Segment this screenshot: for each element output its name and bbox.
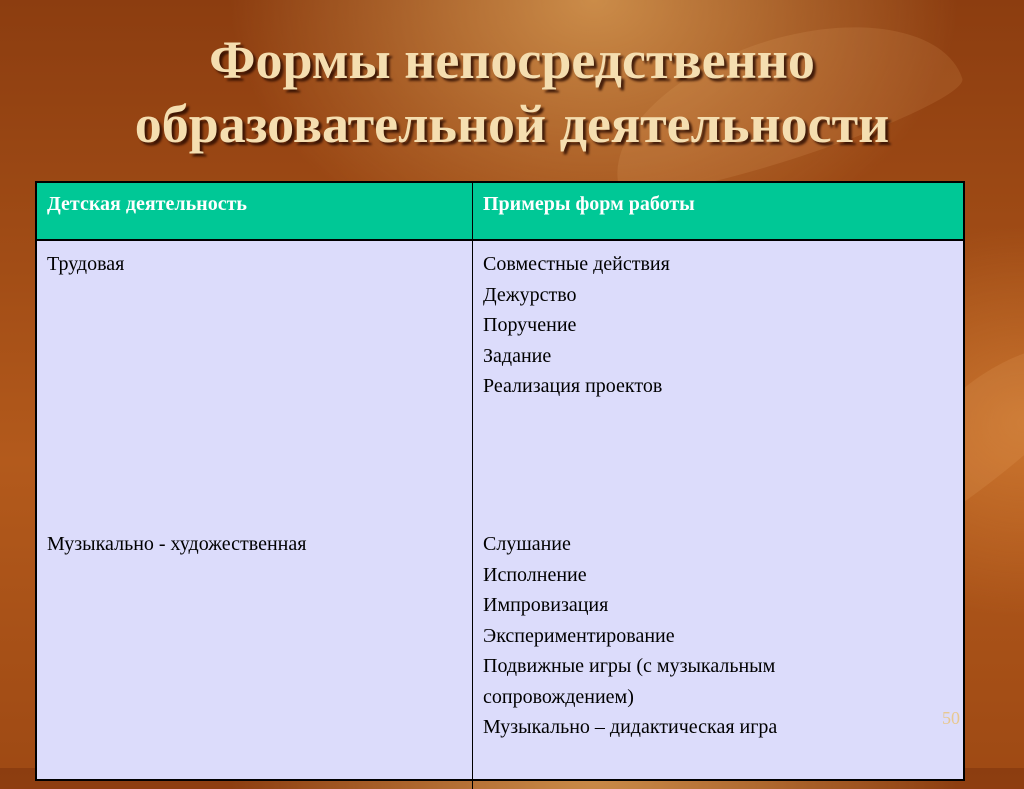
example-item: Задание <box>483 344 552 367</box>
title-line-2: образовательной деятельности <box>134 94 890 154</box>
header-activity: Детская деятельность <box>37 183 473 240</box>
table-row <box>37 517 963 789</box>
activity-cell <box>37 240 473 517</box>
example-item: Совместные действия <box>483 253 670 275</box>
table-row <box>37 240 963 517</box>
example-item: Импровизация <box>483 594 609 616</box>
table-header-row <box>37 183 963 240</box>
examples-cell <box>473 240 964 517</box>
example-item: Поручение <box>483 314 577 336</box>
slide-number: 50 <box>942 708 960 728</box>
activity-label: Трудовая <box>47 253 125 275</box>
slide-title <box>0 28 1024 156</box>
activity-label: Музыкально - художественная <box>47 533 307 555</box>
example-item: Реализация проектов <box>483 375 663 397</box>
example-item: Слушание <box>483 533 571 555</box>
activity-cell <box>37 517 473 789</box>
example-item: сопровождением) <box>483 685 634 708</box>
header-examples: Примеры форм работы <box>473 183 964 240</box>
example-item: Музыкально – дидактическая игра <box>483 716 778 738</box>
title-line-1: Формы непосредственно <box>209 30 815 90</box>
example-item: Подвижные игры (с музыкальным <box>483 655 776 677</box>
examples-cell <box>473 517 964 789</box>
activities-table <box>35 181 965 781</box>
example-item: Экспериментирование <box>483 624 675 647</box>
example-item: Исполнение <box>483 563 587 586</box>
example-item: Дежурство <box>483 283 577 306</box>
